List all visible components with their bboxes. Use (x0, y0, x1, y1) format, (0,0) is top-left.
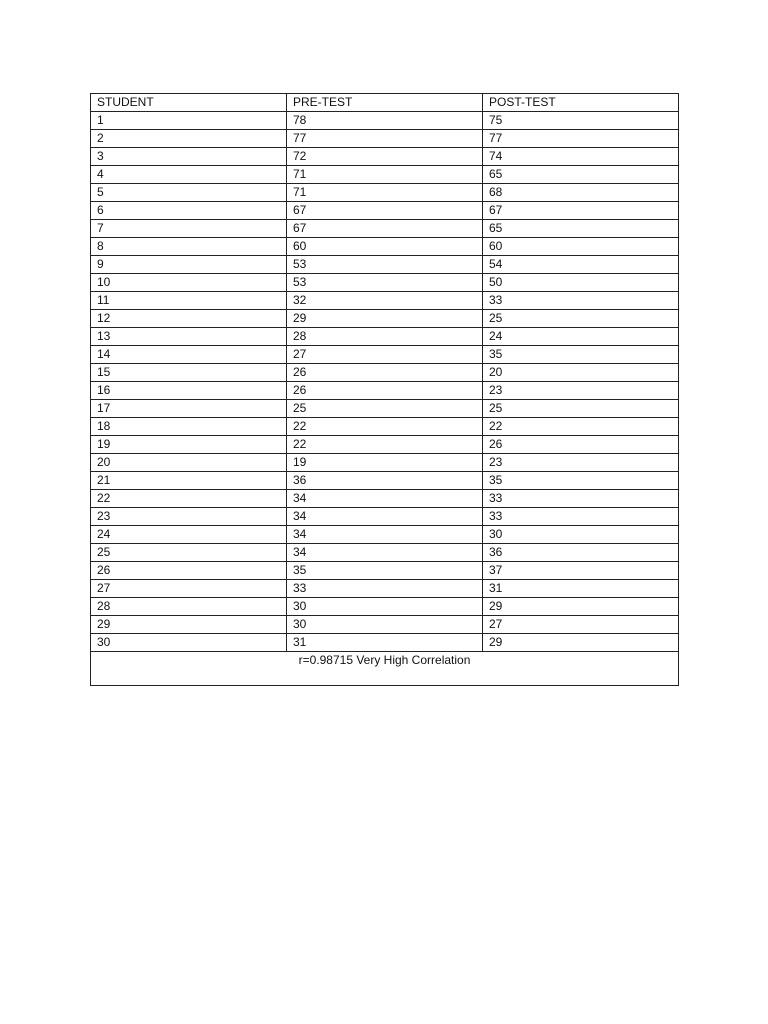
table-row (91, 580, 679, 598)
pre-test-cell: 22 (287, 418, 483, 436)
post-test-cell: 23 (483, 454, 679, 472)
post-test-cell: 35 (483, 472, 679, 490)
post-test-cell: 24 (483, 328, 679, 346)
post-test-cell: 37 (483, 562, 679, 580)
post-test-cell: 25 (483, 400, 679, 418)
post-test-cell: 31 (483, 580, 679, 598)
table-row (91, 508, 679, 526)
pre-test-cell: 67 (287, 202, 483, 220)
table-row (91, 346, 679, 364)
table-row (91, 418, 679, 436)
table-row (91, 544, 679, 562)
pre-test-cell: 71 (287, 166, 483, 184)
student-cell: 9 (91, 256, 287, 274)
pre-test-cell: 30 (287, 598, 483, 616)
pre-test-cell: 77 (287, 130, 483, 148)
post-test-cell: 22 (483, 418, 679, 436)
student-cell: 25 (91, 544, 287, 562)
header-post-test: POST-TEST (483, 94, 679, 112)
table-header (91, 94, 679, 112)
post-test-cell: 33 (483, 508, 679, 526)
table-row (91, 256, 679, 274)
student-cell: 8 (91, 238, 287, 256)
table-row (91, 616, 679, 634)
pre-test-cell: 34 (287, 526, 483, 544)
student-cell: 23 (91, 508, 287, 526)
table-row (91, 328, 679, 346)
pre-test-cell: 26 (287, 382, 483, 400)
table-row (91, 238, 679, 256)
pre-test-cell: 32 (287, 292, 483, 310)
pre-test-cell: 67 (287, 220, 483, 238)
student-cell: 6 (91, 202, 287, 220)
pre-test-cell: 22 (287, 436, 483, 454)
pre-test-cell: 27 (287, 346, 483, 364)
post-test-cell: 29 (483, 634, 679, 652)
table-row (91, 292, 679, 310)
post-test-cell: 54 (483, 256, 679, 274)
student-cell: 12 (91, 310, 287, 328)
post-test-cell: 33 (483, 490, 679, 508)
student-cell: 29 (91, 616, 287, 634)
pre-test-cell: 34 (287, 544, 483, 562)
post-test-cell: 33 (483, 292, 679, 310)
pre-test-cell: 72 (287, 148, 483, 166)
pre-test-cell: 36 (287, 472, 483, 490)
student-cell: 1 (91, 112, 287, 130)
pre-test-cell: 78 (287, 112, 483, 130)
pre-test-cell: 30 (287, 616, 483, 634)
pre-test-cell: 60 (287, 238, 483, 256)
table-row (91, 382, 679, 400)
header-pre-test: PRE-TEST (287, 94, 483, 112)
post-test-cell: 29 (483, 598, 679, 616)
post-test-cell: 20 (483, 364, 679, 382)
post-test-cell: 25 (483, 310, 679, 328)
student-cell: 17 (91, 400, 287, 418)
table-row (91, 526, 679, 544)
table-row (91, 634, 679, 652)
student-cell: 26 (91, 562, 287, 580)
student-cell: 13 (91, 328, 287, 346)
table-row (91, 310, 679, 328)
table-row (91, 220, 679, 238)
student-cell: 27 (91, 580, 287, 598)
post-test-cell: 74 (483, 148, 679, 166)
post-test-cell: 30 (483, 526, 679, 544)
pre-test-cell: 34 (287, 508, 483, 526)
student-cell: 28 (91, 598, 287, 616)
student-cell: 11 (91, 292, 287, 310)
student-cell: 21 (91, 472, 287, 490)
post-test-cell: 75 (483, 112, 679, 130)
table-row (91, 400, 679, 418)
table-row (91, 490, 679, 508)
post-test-cell: 77 (483, 130, 679, 148)
pre-test-cell: 26 (287, 364, 483, 382)
student-cell: 22 (91, 490, 287, 508)
table-row (91, 184, 679, 202)
footer-row (91, 652, 679, 686)
pre-test-cell: 33 (287, 580, 483, 598)
table-row (91, 472, 679, 490)
student-cell: 3 (91, 148, 287, 166)
table-row (91, 274, 679, 292)
student-cell: 2 (91, 130, 287, 148)
header-row (91, 94, 679, 112)
table-row (91, 364, 679, 382)
student-cell: 15 (91, 364, 287, 382)
table-row (91, 166, 679, 184)
post-test-cell: 67 (483, 202, 679, 220)
table-row (91, 598, 679, 616)
student-cell: 4 (91, 166, 287, 184)
table-row (91, 130, 679, 148)
table-row (91, 202, 679, 220)
student-cell: 18 (91, 418, 287, 436)
post-test-cell: 65 (483, 220, 679, 238)
table-row (91, 148, 679, 166)
post-test-cell: 23 (483, 382, 679, 400)
student-cell: 7 (91, 220, 287, 238)
scores-table (90, 93, 679, 686)
pre-test-cell: 53 (287, 274, 483, 292)
table-row (91, 436, 679, 454)
student-cell: 20 (91, 454, 287, 472)
pre-test-cell: 25 (287, 400, 483, 418)
pre-test-cell: 35 (287, 562, 483, 580)
post-test-cell: 65 (483, 166, 679, 184)
table-row (91, 112, 679, 130)
pre-test-cell: 31 (287, 634, 483, 652)
pre-test-cell: 53 (287, 256, 483, 274)
pre-test-cell: 28 (287, 328, 483, 346)
pre-test-cell: 29 (287, 310, 483, 328)
table-footer (91, 652, 679, 686)
student-cell: 5 (91, 184, 287, 202)
post-test-cell: 50 (483, 274, 679, 292)
correlation-note: r=0.98715 Very High Correlation (91, 652, 679, 686)
table-row (91, 562, 679, 580)
post-test-cell: 26 (483, 436, 679, 454)
pre-test-cell: 19 (287, 454, 483, 472)
post-test-cell: 27 (483, 616, 679, 634)
student-cell: 30 (91, 634, 287, 652)
student-cell: 19 (91, 436, 287, 454)
post-test-cell: 60 (483, 238, 679, 256)
pre-test-cell: 71 (287, 184, 483, 202)
post-test-cell: 35 (483, 346, 679, 364)
student-cell: 24 (91, 526, 287, 544)
student-cell: 14 (91, 346, 287, 364)
student-cell: 10 (91, 274, 287, 292)
student-cell: 16 (91, 382, 287, 400)
header-student: STUDENT (91, 94, 287, 112)
pre-test-cell: 34 (287, 490, 483, 508)
post-test-cell: 68 (483, 184, 679, 202)
table-row (91, 454, 679, 472)
post-test-cell: 36 (483, 544, 679, 562)
table-body (91, 112, 679, 652)
